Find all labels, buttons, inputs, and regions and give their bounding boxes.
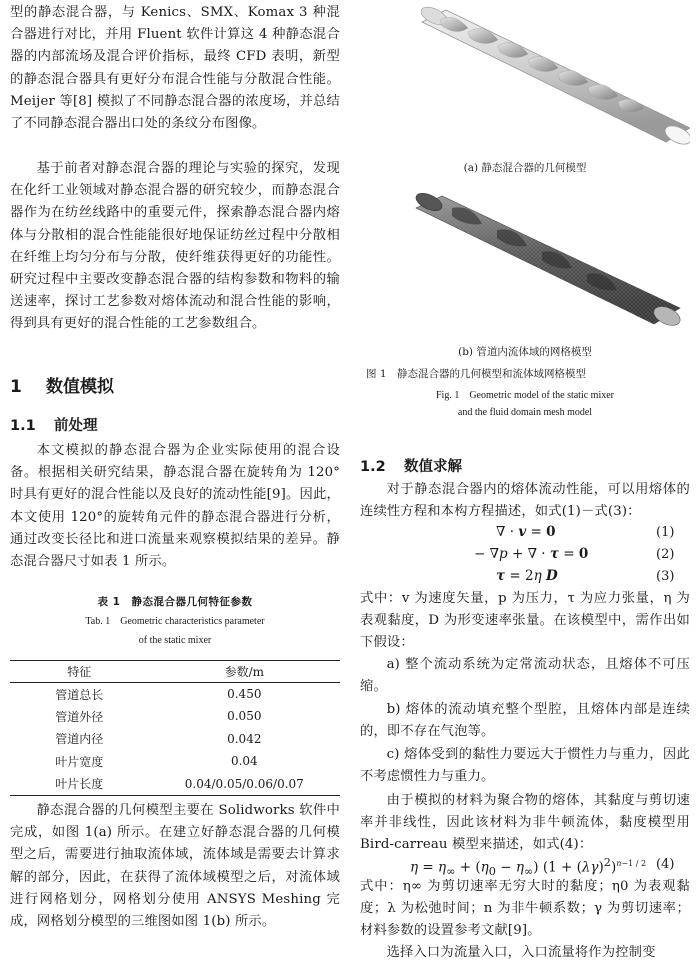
figure-1-caption-en-line2: and the fluid domain mesh model (457, 407, 593, 418)
section-1-number: 1 (10, 377, 22, 397)
table-cell: 0.04/0.05/0.06/0.07 (149, 773, 340, 796)
equation-1: ∇ · v = 0 (496, 524, 556, 540)
equation-1-number: (1) (656, 525, 675, 540)
section-1-1-number: 1.1 (10, 418, 36, 434)
table-1-caption-en-line1: Tab. 1 Geometric characteristics parameter (85, 616, 265, 627)
table-cell: 管道总长 (55, 687, 104, 702)
figure-1b-mesh-model (360, 192, 690, 334)
table-1-caption-cn: 表 1 静态混合器几何特征参数 (97, 596, 253, 608)
equation-4: $\eta = \eta_\infty + (\eta_0 - \eta_\infty) (1 + (\lambda\gamma)^2)^{n-1 / 2}$ (410, 856, 647, 879)
table-cell: 叶片长度 (10, 773, 149, 796)
equation-4-number: (4) (656, 857, 675, 872)
section-1-1-heading (10, 414, 98, 435)
figure-1-caption-cn: 图 1 静态混合器的几何模型和流体域网格模型 (366, 368, 587, 380)
assumption-a: a) 整个流动系统为定常流动状态，且熔体不可压缩。 (360, 657, 690, 695)
intro-paragraph-2: 基于前者对静态混合器的理论与实验的探究，发现在化纤工业领域对静态混合器的研究较少，而静态混合器作为在纺丝线路中的重要元件，探索静态混合器内熔体与分散相的混合性能能很好地保证纺丝过程中分散相在纤维上均匀分布与分散，使纤维获得更好的功能性。研究过程中主要改变静态混合器的结构参数和物料的输送速率，探讨工艺参数对熔体流动和混合性能的影响，得到具有更好的混合性能的工艺参数组合。 (10, 161, 340, 332)
assumption-c: c) 熔体受到的黏性力要远大于惯性力与重力，因此不考虑惯性力与重力。 (360, 747, 690, 785)
table-cell: 0.042 (227, 731, 262, 746)
equation-2: − ∇p + ∇ · τ = 0 (474, 546, 589, 562)
table-row (10, 705, 340, 728)
table-row (10, 683, 340, 706)
section-1-title: 数值模拟 (46, 377, 114, 397)
intro-paragraph-1: 型的静态混合器，与 Kenics、SMX、Komax 3 种混合器进行对比，并用 Fluent 软件计算这 4 种静态混合器的内部流场及混合评价指标，最终 CFD 表明，新型的静态混合器具有更好分布混合性能与分散混合性能。Meijer 等[8] 模拟了不同静态混合器的浓度场，并总结了不同静态混合器出口处的条纹分布图像。 (10, 5, 340, 132)
figure-1b-caption: (b) 管道内流体域的网格模型 (458, 346, 592, 358)
table-header-row (10, 661, 340, 683)
section-1-2-title: 数值求解 (404, 459, 462, 475)
preprocess-paragraph: 本文模拟的静态混合器为企业实际使用的混合设备。根据相关研究结果，静态混合器在旋转角为 120°时具有更好的混合性能以及良好的流动性能[9]。因此，本文使用 120°的旋转角元件的静态混合器进行分析，通过改变长径比和进口流量来观察模拟结果的差异。静态混合器尺寸如表 1 所示。 (10, 443, 340, 570)
solver-paragraph-4: 式中：η∞ 为剪切速率无穷大时的黏度；η0 为表观黏度；λ 为松弛时间；n 为非牛顿系数；γ 为剪切速率；材料参数的设置参考文献[9]。 (360, 879, 690, 939)
table-header-param: 参数/m (149, 661, 340, 683)
table-cell: 管道外径 (55, 709, 104, 724)
table-row (10, 750, 340, 773)
table-cell: 管道内径 (55, 732, 104, 747)
inlet-paragraph: 选择入口为流量入口，入口流量将作为控制变 (386, 945, 656, 960)
assumption-b: b) 熔体的流动填充整个型腔，且熔体内部是连续的，即不存在气泡等。 (360, 702, 690, 740)
figure-1a-caption: (a) 静态混合器的几何模型 (463, 162, 587, 174)
section-1-2-number: 1.2 (360, 459, 386, 475)
geometry-paragraph: 静态混合器的几何模型主要在 Solidworks 软件中完成，如图 1(a) 所示。在建立好静态混合器的几何模型之后，需要进行抽取流体域，流体域是需要去计算求解的部分，因此，在获得了流体域模型之后，对流体域进行网格划分，网格划分使用 ANSYS Meshing 完成，网格划分模型的三维图如图 1(b) 所示。 (10, 803, 340, 930)
viscosity-paragraph: 由于模拟的材料为聚合物的熔体，其黏度与剪切速率并非线性，因此该材料为非牛顿流体，黏度模型用 Bird-carreau 模型来描述，如式(4)： (360, 793, 690, 853)
table-1 (10, 660, 340, 796)
section-1-heading (10, 372, 114, 397)
solver-paragraph-1: 对于静态混合器内的熔体流动性能，可以用熔体的连续性方程和本构方程描述，如式(1)－式(3)： (360, 482, 690, 520)
table-1-caption-en-line2: of the static mixer (138, 635, 212, 646)
solver-paragraph-2: 式中：v 为速度矢量，p 为压力，τ 为应力张量，η 为表观黏度，D 为形变速率张量。在该模型中，需作出如下假设： (360, 591, 690, 651)
figure-1a-geometry-model (360, 2, 690, 152)
equation-3-number: (3) (656, 569, 675, 584)
equation-2-number: (2) (656, 547, 675, 562)
figure-1-caption-en-line1: Fig. 1 Geometric model of the static mixer (435, 390, 614, 401)
table-header-feature: 特征 (10, 661, 149, 683)
section-1-1-title: 前处理 (54, 418, 98, 434)
table-cell: 叶片宽度 (55, 754, 104, 769)
table-row (10, 728, 340, 751)
section-1-2-heading (360, 455, 462, 476)
table-cell: 0.050 (227, 709, 262, 724)
table-row (10, 773, 340, 796)
table-cell: 0.04 (230, 754, 258, 769)
equation-3: τ = 2η D (496, 568, 558, 584)
table-cell: 0.450 (227, 687, 262, 701)
